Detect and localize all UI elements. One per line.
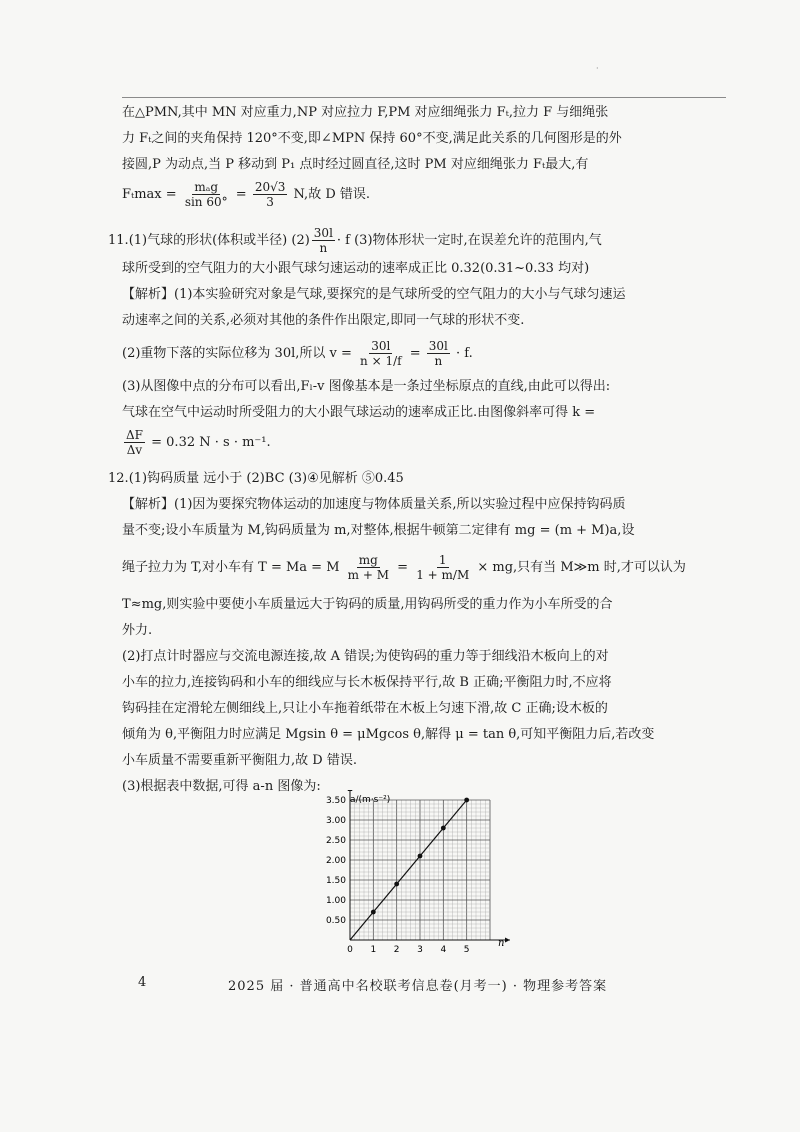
fraction-num: 20√3 xyxy=(254,180,286,194)
text-line: (3)从图像中点的分布可以看出,Fₗ-v 图像基本是一条过坐标原点的直线,由此可以得出: xyxy=(122,379,611,394)
x-tick-label: 0 xyxy=(347,945,353,955)
y-tick-label: 2.50 xyxy=(325,836,346,846)
formula-fmax xyxy=(122,178,734,212)
data-point xyxy=(394,882,399,887)
text-line: 量不变;设小车质量为 M,钩码质量为 m,对整体,根据牛顿第二定律有 mg = (m + M)a,设 xyxy=(122,523,635,538)
text-line: 【解析】(1)本实验研究对象是气球,要探究的是气球所受的空气阻力的大小与气球匀速运 xyxy=(122,287,626,302)
q11-answer-line xyxy=(108,226,734,256)
fraction-den: sin 60° xyxy=(184,195,228,209)
fraction xyxy=(358,339,404,368)
x-tick-label: 2 xyxy=(393,945,400,955)
fraction-num: 1 xyxy=(438,553,447,567)
fraction xyxy=(414,553,471,582)
eq: = xyxy=(409,346,421,361)
text-line: 动速率之间的关系,必须对其他的条件作出限定,即同一气球的形状不变. xyxy=(122,313,525,328)
fraction-den: n xyxy=(319,241,328,255)
text-line: 气球在空气中运动时所受阻力的大小跟气球运动的速率成正比.由图像斜率可得 k = xyxy=(122,405,596,420)
formula-prefix: (2)重物下落的实际位移为 30l,所以 v = xyxy=(122,346,352,361)
text-line: 倾角为 θ,平衡阻力时应满足 Mgsin θ = μMgcos θ,解得 μ = tan θ,可知平衡阻力后,若改变 xyxy=(122,727,655,742)
fraction xyxy=(346,553,391,582)
fraction-num: 30l xyxy=(428,339,448,353)
chart-grid xyxy=(350,800,490,940)
paragraph-q10-continuation xyxy=(122,100,734,212)
fmax-prefix: Fₜmax = xyxy=(122,187,177,202)
question-number: 12. xyxy=(108,471,129,486)
y-tick-label: 0.50 xyxy=(325,916,346,926)
fraction-num: 30l xyxy=(313,226,333,240)
data-point xyxy=(464,798,469,803)
fraction-num: mₐg xyxy=(194,180,219,194)
text-line: 力 Fₜ之间的夹角保持 120°不变,即∠MPN 保持 60°不变,满足此关系的几何图形是的外 xyxy=(122,131,622,146)
text-line: T≈mg,则实验中要使小车质量远大于钩码的质量,用钩码所受的重力作为小车所受的合 xyxy=(122,597,613,612)
text-line: (2)打点计时器应与交流电源连接,故 A 错误;为使钩码的重力等于细线沿木板向上的对 xyxy=(122,649,609,664)
data-point xyxy=(418,854,423,859)
formula-suffix: = 0.32 N · s · m⁻¹. xyxy=(151,435,271,450)
eq: = xyxy=(235,187,247,202)
x-tick-label: 4 xyxy=(440,945,447,955)
text-line: 球所受到的空气阻力的大小跟气球匀速运动的速率成正比 0.32(0.31~0.33 均对) xyxy=(122,261,590,276)
footer-title: 2025 届 · 普通高中名校联考信息卷(月考一) · 物理参考答案 xyxy=(228,979,608,994)
text-line: 【解析】(1)因为要探究物体运动的加速度与物体质量关系,所以实验过程中应保持钩码质 xyxy=(122,497,626,512)
fit-line xyxy=(350,800,467,940)
question-number: 11. xyxy=(108,233,129,248)
fraction-den: n × 1/f xyxy=(360,354,402,368)
x-tick-label: 1 xyxy=(370,945,377,955)
q12-answer: (1)钩码质量 远小于 (2)BC (3)④见解析 ⑤0.45 xyxy=(128,471,404,486)
page-number: 4 xyxy=(138,975,147,990)
text-line: (3)根据表中数据,可得 a-n 图像为: xyxy=(122,779,321,794)
fraction xyxy=(183,180,230,209)
fraction xyxy=(312,226,335,255)
q12-answer-line xyxy=(108,466,734,492)
fraction xyxy=(427,339,450,368)
y-tick-label: 3.50 xyxy=(325,796,346,806)
y-tick-label: 2.00 xyxy=(325,856,346,866)
y-tick-label: 3.00 xyxy=(325,816,346,826)
text-line: 小车质量不需要重新平衡阻力,故 D 错误. xyxy=(122,753,357,768)
text-line: 钩码挂在定滑轮左侧细线上,只让小车拖着纸带在木板上匀速下滑,故 C 正确;设木板的 xyxy=(122,701,608,716)
y-axis-arrow xyxy=(348,790,353,791)
q11-velocity-formula xyxy=(122,334,734,374)
data-point xyxy=(371,910,376,915)
fraction-den: 1 + m/M xyxy=(416,568,470,582)
fraction-den: m + M xyxy=(347,568,390,582)
y-tick-label: 1.50 xyxy=(325,876,346,886)
text-line: 小车的拉力,连接钩码和小车的细线应与长木板保持平行,故 B 正确;平衡阻力时,不应将 xyxy=(122,675,612,690)
fraction xyxy=(124,428,145,457)
x-axis-label: n xyxy=(498,938,505,949)
fraction-num: 30l xyxy=(371,339,391,353)
fmax-suffix: N,故 D 错误. xyxy=(293,187,371,202)
fraction-den: 3 xyxy=(266,195,274,209)
formula-suffix: × mg,只有当 M≫m 时,才可以认为 xyxy=(477,560,686,575)
x-axis-arrow xyxy=(505,938,510,943)
x-tick-label: 5 xyxy=(463,945,470,955)
q11-answer-part: (1)气球的形状(体积或半径) (2) xyxy=(128,233,310,248)
fraction xyxy=(253,180,288,209)
stray-dot: · xyxy=(596,64,599,73)
x-tick-label: 3 xyxy=(417,945,423,955)
formula-suffix: · f. xyxy=(456,346,473,361)
text-line: 外力. xyxy=(122,623,153,638)
y-tick-label: 1.00 xyxy=(325,896,346,906)
y-axis-label: a/(m·s⁻²) xyxy=(350,795,391,805)
formula-prefix: 绳子拉力为 T,对小车有 T = Ma = M xyxy=(122,560,340,575)
fraction-den: n xyxy=(434,354,443,368)
fraction-den: Δv xyxy=(126,443,143,457)
eq: = xyxy=(397,560,409,575)
q11-slope-formula xyxy=(122,426,734,460)
header-rule xyxy=(122,97,726,98)
q11-answer-part: · f (3)物体形状一定时,在误差允许的范围内,气 xyxy=(336,233,602,248)
question-11 xyxy=(108,226,734,460)
data-point xyxy=(441,826,446,831)
text-line: 接圆,P 为动点,当 P 移动到 P₁ 点时经过圆直径,这时 PM 对应细绳张力 Fₜ最大,有 xyxy=(122,157,589,172)
a-n-chart xyxy=(300,790,520,970)
chart-marks xyxy=(350,798,469,940)
q12-tension-formula xyxy=(122,544,734,592)
text-line: 在△PMN,其中 MN 对应重力,NP 对应拉力 F,PM 对应细绳张力 Fₜ,拉力 F 与细绳张 xyxy=(122,105,609,120)
question-12 xyxy=(108,466,734,800)
fraction-num: mg xyxy=(358,553,378,567)
fraction-num: ΔF xyxy=(126,428,143,442)
